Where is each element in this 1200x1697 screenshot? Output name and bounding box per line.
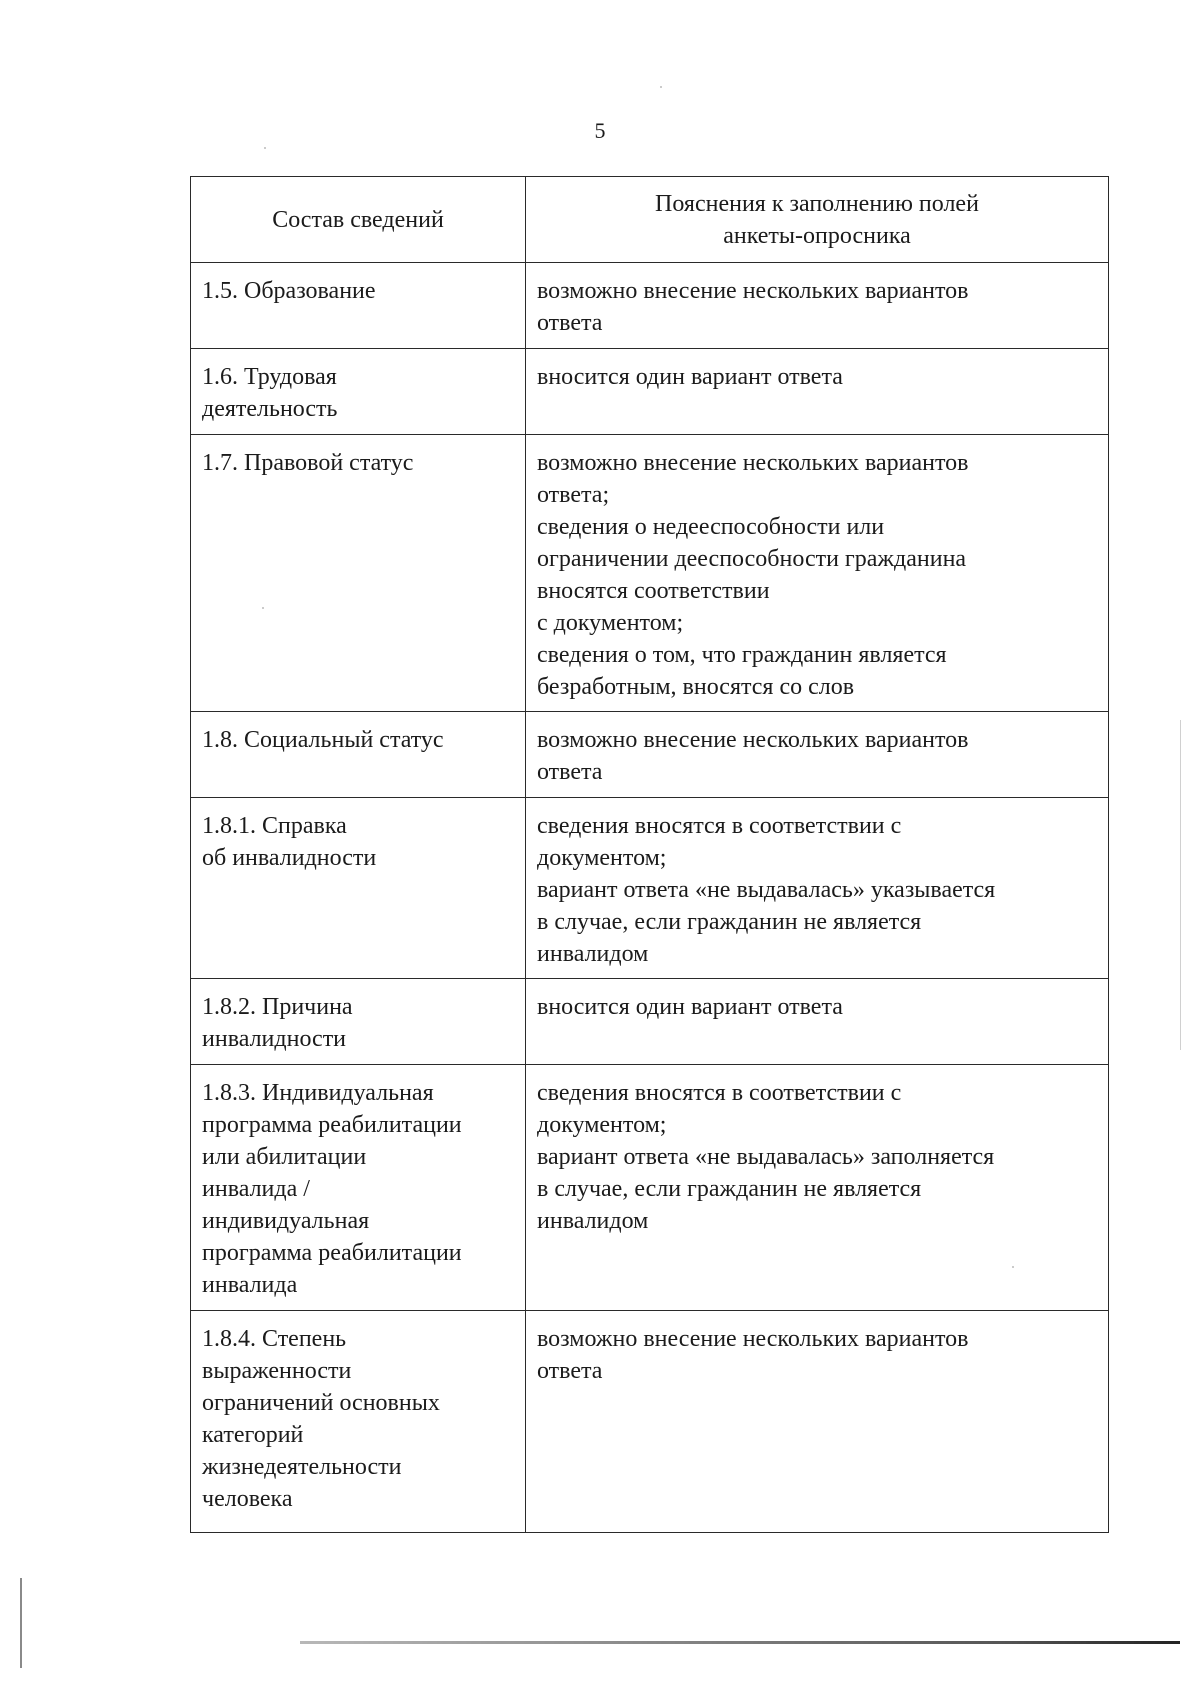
scan-artifact-edge — [20, 1578, 22, 1668]
row-explanation: возможно внесение нескольких вариантов ответа — [526, 263, 1109, 349]
table-header-row — [191, 177, 1109, 263]
explanation-table — [190, 176, 1109, 1533]
scan-speck — [264, 147, 266, 149]
row-field-name: 1.6. Трудовая деятельность — [191, 349, 526, 435]
scan-speck — [1012, 1266, 1014, 1268]
row-explanation: сведения вносятся в соответствии с документом; вариант ответа «не выдавалась» указывается в случае, если гражданин не является инвалидом — [526, 798, 1109, 979]
table-row — [191, 435, 1109, 712]
row-field-name: 1.8.1. Справка об инвалидности — [191, 798, 526, 979]
scan-artifact-edge — [1180, 720, 1181, 1050]
row-explanation: возможно внесение нескольких вариантов ответа; сведения о недееспособности или ограничении дееспособности гражданина вносятся соответствии с документом; сведения о том, что гражданин является безработным, вносятся со слов — [526, 435, 1109, 712]
row-explanation: вносится один вариант ответа — [526, 349, 1109, 435]
row-explanation: возможно внесение нескольких вариантов ответа — [526, 712, 1109, 798]
row-explanation: сведения вносятся в соответствии с документом; вариант ответа «не выдавалась» заполняется в случае, если гражданин не является инвалидом — [526, 1065, 1109, 1311]
row-field-name: 1.8.2. Причина инвалидности — [191, 979, 526, 1065]
row-field-name: 1.8. Социальный статус — [191, 712, 526, 798]
page-number: 5 — [594, 118, 606, 143]
row-field-name: 1.7. Правовой статус — [191, 435, 526, 712]
row-field-name: 1.8.4. Степень выраженности ограничений основных категорий жизнедеятельности человека — [191, 1311, 526, 1533]
scan-speck — [262, 607, 264, 609]
scan-artifact-line — [300, 1641, 1180, 1644]
table-row — [191, 798, 1109, 979]
row-field-name: 1.5. Образование — [191, 263, 526, 349]
table-row — [191, 1311, 1109, 1533]
table-row — [191, 349, 1109, 435]
row-explanation: вносится один вариант ответа — [526, 979, 1109, 1065]
header-explanations: Пояснения к заполнению полей анкеты-опросника — [526, 177, 1109, 263]
table-row — [191, 263, 1109, 349]
row-field-name: 1.8.3. Индивидуальная программа реабилитации или абилитации инвалида / индивидуальная программа реабилитации инвалида — [191, 1065, 526, 1311]
table-row — [191, 979, 1109, 1065]
scan-speck — [660, 86, 662, 88]
row-explanation: возможно внесение нескольких вариантов ответа — [526, 1311, 1109, 1533]
header-composition: Состав сведений — [191, 177, 526, 263]
table-row — [191, 712, 1109, 798]
table-row — [191, 1065, 1109, 1311]
